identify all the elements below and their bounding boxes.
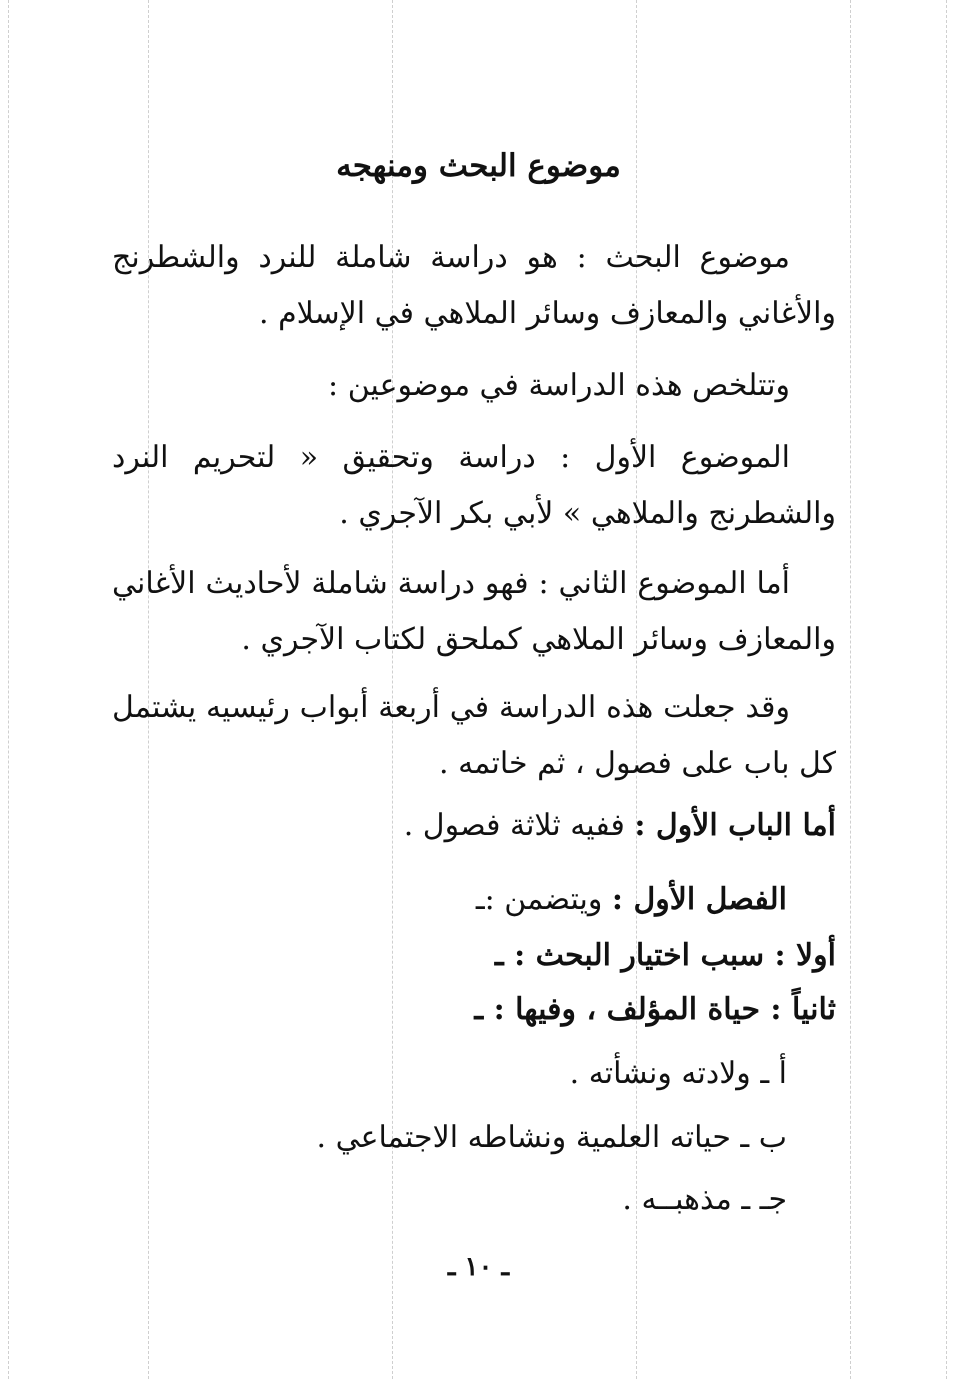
page-number: ـ ١٠ ـ bbox=[447, 1252, 510, 1282]
chapter-one-line bbox=[404, 806, 836, 846]
paragraph-structure bbox=[112, 680, 836, 792]
paragraph-research-topic bbox=[112, 230, 836, 342]
paragraph-text: وقد جعلت هذه الدراسة في أربعة أبواب رئيسيه يشتمل كل باب على فصول ، ثم خاتمه . bbox=[112, 690, 836, 781]
sub-item-c: جـ ـ مذهبــه . bbox=[622, 1182, 787, 1217]
paragraph-summary bbox=[112, 358, 836, 414]
paragraph-text: وتتلخص هذه الدراسة في موضوعين : bbox=[328, 368, 790, 403]
scan-grid-line bbox=[946, 0, 947, 1379]
section-one-heading: الفصل الأول : bbox=[611, 882, 787, 917]
sub-item-a: أ ـ ولادته ونشأته . bbox=[569, 1056, 787, 1091]
section-one-text: ويتضمن :ـ bbox=[475, 882, 603, 917]
chapter-one-text: ففيه ثلاثة فصول . bbox=[403, 808, 625, 843]
paragraph-text: موضوع البحث : هو دراسة شاملة للنرد والشطرنج والأغاني والمعازف وسائر الملاهي في الإسلام . bbox=[112, 240, 836, 331]
item-second: ثانياً : حياة المؤلف ، وفيها : ـ bbox=[474, 992, 836, 1027]
section-one-line bbox=[476, 880, 787, 920]
chapter-one-heading: أما الباب الأول : bbox=[634, 808, 836, 843]
paragraph-first-topic bbox=[112, 430, 836, 542]
paragraph-second-topic bbox=[112, 556, 836, 668]
scan-grid-line bbox=[8, 0, 9, 1379]
sub-item-b: ب ـ حياته العلمية ونشاطه الاجتماعي . bbox=[316, 1120, 787, 1155]
paragraph-text: الموضوع الأول : دراسة وتحقيق « لتحريم النرد والشطرنج والملاهي » لأبي بكر الآجري . bbox=[112, 440, 836, 531]
paragraph-text: أما الموضوع الثاني : فهو دراسة شاملة لأحاديث الأغاني والمعازف وسائر الملاهي كملحق لكتاب الآجري . bbox=[112, 566, 836, 657]
scan-grid-line bbox=[850, 0, 851, 1379]
page-title: موضوع البحث ومنهجه bbox=[336, 148, 621, 184]
item-first: أولا : سبب اختيار البحث : ـ bbox=[494, 938, 836, 973]
